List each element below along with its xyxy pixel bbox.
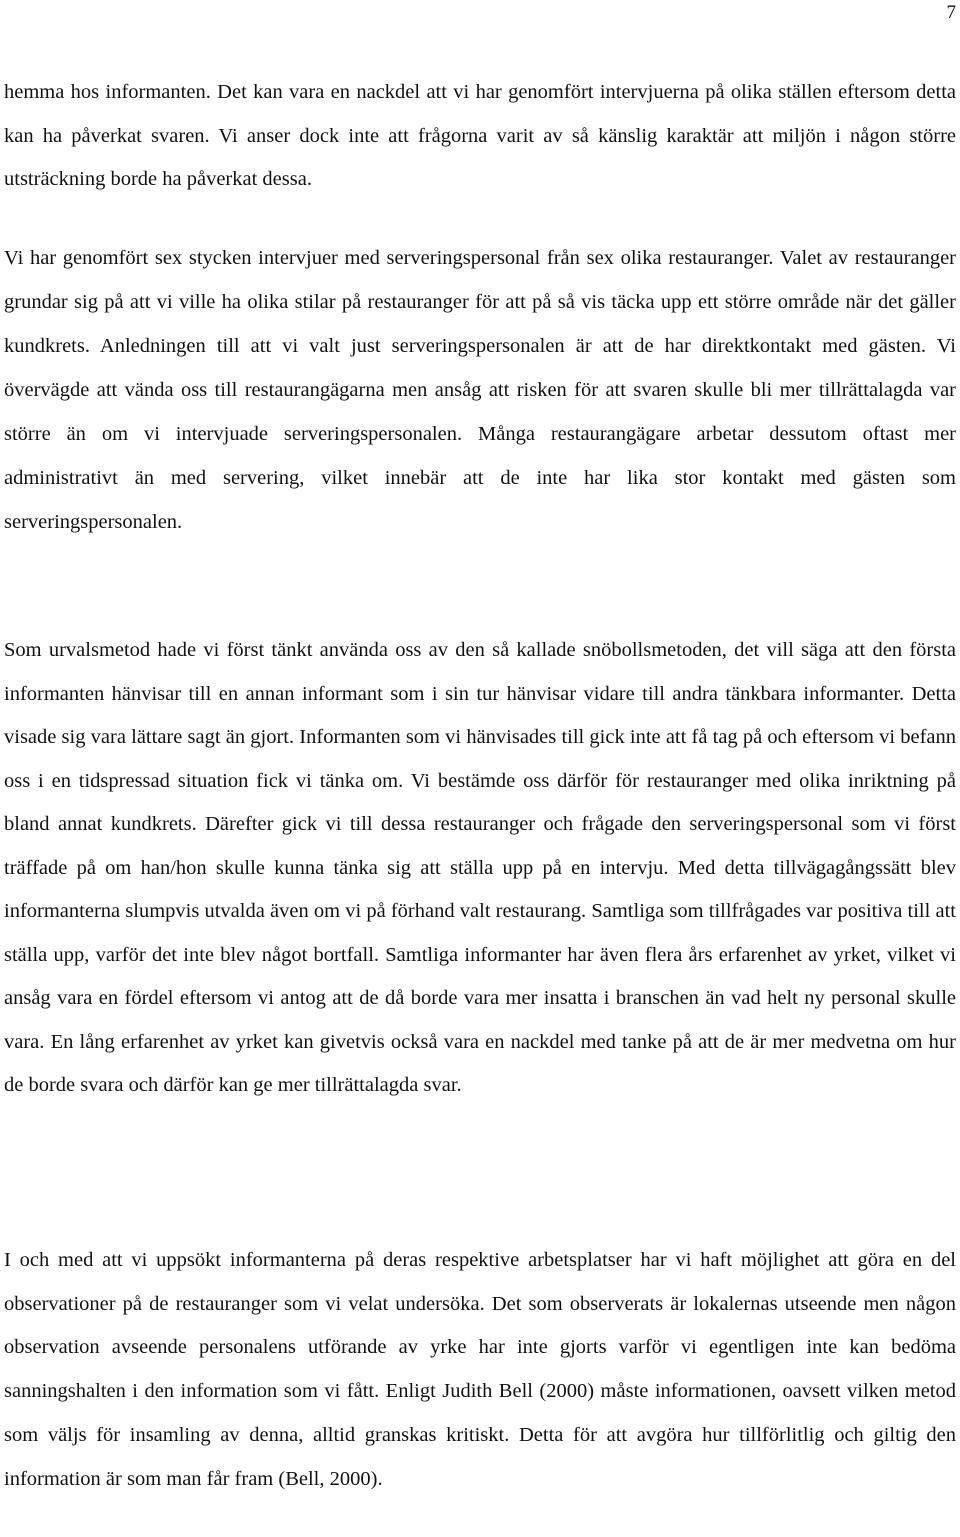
paragraph-2: Vi har genomfört sex stycken intervjuer med serveringspersonal från sex olika restauranger. Valet av restauranger grundar sig på att vi ville ha olika stilar på restauranger för att på så vis täcka upp ett större område när det gäller kundkrets. Anledningen till att vi valt just serveringspersonalen är att de har direktkontakt med gästen. Vi övervägde att vända oss till restaurangägarna men ansåg att risken för att svaren skulle bli mer tillrättalagda var större än om vi intervjuade serveringspersonalen. Många restaurangägare arbetar dessutom oftast mer administrativt än med servering, vilket innebär att de inte har lika stor kontakt med gästen som serveringspersonalen. xyxy=(4,247,956,533)
paragraph-3: Som urvalsmetod hade vi först tänkt använda oss av den så kallade snöbollsmetoden, det vill säga att den första informanten hänvisar till en annan informant som i sin tur hänvisar vidare till andra tänkbara informanter. Detta visade sig vara lättare sagt än gjort. Informanten som vi hänvisades till gick inte att få tag på och eftersom vi befann oss i en tidspressad situation fick vi tänka om. Vi bestämde oss därför för restauranger med olika inriktning på bland annat kundkrets. Därefter gick vi till dessa restauranger och frågade den serveringspersonal som vi först träffade på om han/hon skulle kunna tänka sig att ställa upp på en intervju. Med detta tillvägagångssätt blev informanterna slumpvis utvalda även om vi på förhand valt restaurang. Samtliga som tillfrågades var positiva till att ställa upp, varför det inte blev något bortfall. Samtliga informanter har även flera års erfarenhet av yrket, vilket vi ansåg vara en fördel eftersom vi antog att de då borde vara mer insatta i branschen än vad helt ny personal skulle vara. En lång erfarenhet av yrket kan givetvis också vara en nackdel med tanke på att de är mer medvetna om hur de borde svara och därför kan ge mer tillrättalagda svar. xyxy=(4,639,956,1096)
paragraph-4: I och med att vi uppsökt informanterna på deras respektive arbetsplatser har vi haft möjlighet att göra en del observationer på de restauranger som vi velat undersöka. Det som observerats är lokalernas utseende men någon observation avseende personalens utförande av yrke har inte gjorts varför vi egentligen inte kan bedöma sanningshalten i den information som vi fått. Enligt Judith Bell (2000) måste informationen, oavsett vilken metod som väljs för insamling av denna, alltid granskas kritiskt. Detta för att avgöra hur tillförlitlig och giltig den information är som man får fram (Bell, 2000). xyxy=(4,1249,956,1490)
page-number: 7 xyxy=(946,2,956,23)
paragraph-1: hemma hos informanten. Det kan vara en nackdel att vi har genomfört intervjuerna på olika ställen eftersom detta kan ha påverkat svaren. Vi anser dock inte att frågorna varit av så känslig karaktär att miljön i någon större utsträckning borde ha påverkat dessa. xyxy=(4,81,956,190)
